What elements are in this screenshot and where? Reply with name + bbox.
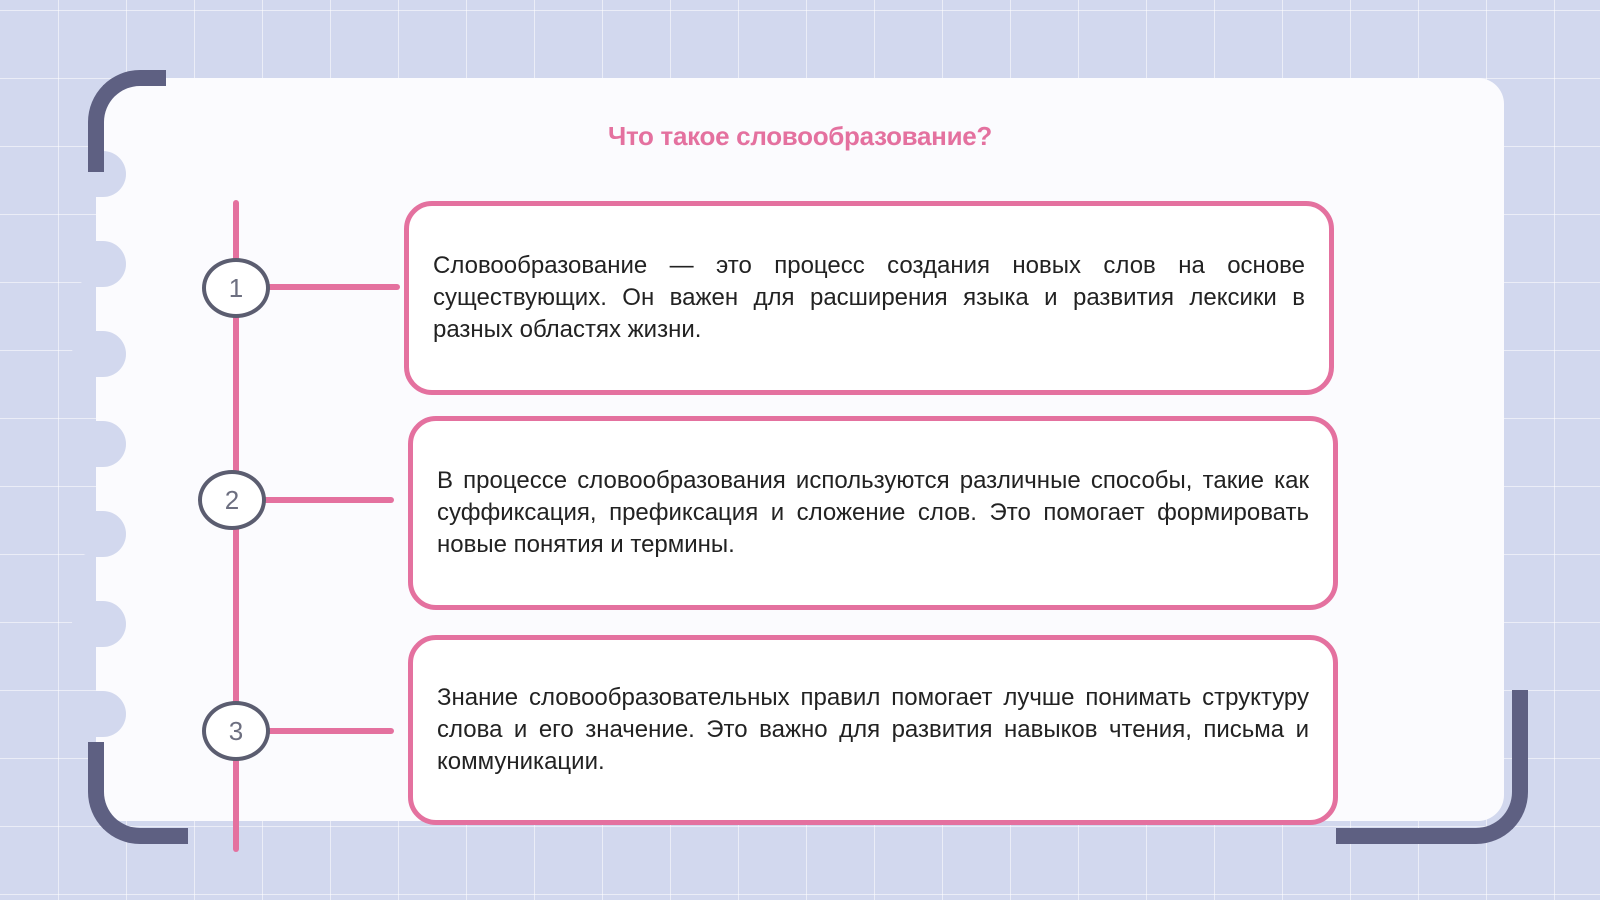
notebook-notch [72, 691, 126, 737]
notebook-notch [72, 511, 126, 557]
slide-title: Что такое словообразование? [607, 121, 993, 151]
step-connector [262, 284, 400, 290]
step-text-3: Знание словообразовательных правил помогает лучше понимать структуру слова и его значение. Это важно для развития навыков чтения, письма и коммуникации. [437, 684, 1309, 775]
step-text-2: В процессе словообразования используются различные способы, такие как суффиксация, префиксация и сложение слов. Это помогает формировать новые понятия и термины. [437, 467, 1309, 558]
step-connector [262, 728, 394, 734]
notebook-notch [72, 421, 126, 467]
step-number-2: 2 [198, 470, 266, 530]
step-connector [262, 497, 394, 503]
notebook-notch [72, 601, 126, 647]
notebook-notch [72, 331, 126, 377]
notebook-notch [72, 241, 126, 287]
frame-corner-bottom-left [88, 742, 188, 844]
step-box-2 [408, 416, 1338, 610]
step-number-3: 3 [202, 701, 270, 761]
step-box-3 [408, 635, 1338, 825]
step-text-1: Словообразование — это процесс создания новых слов на основе существующих. Он важен для расширения языка и развития лексики в разных областях жизни. [433, 252, 1305, 343]
step-number-1: 1 [202, 258, 270, 318]
frame-corner-bottom-right [1336, 690, 1528, 844]
step-box-1 [404, 201, 1334, 395]
